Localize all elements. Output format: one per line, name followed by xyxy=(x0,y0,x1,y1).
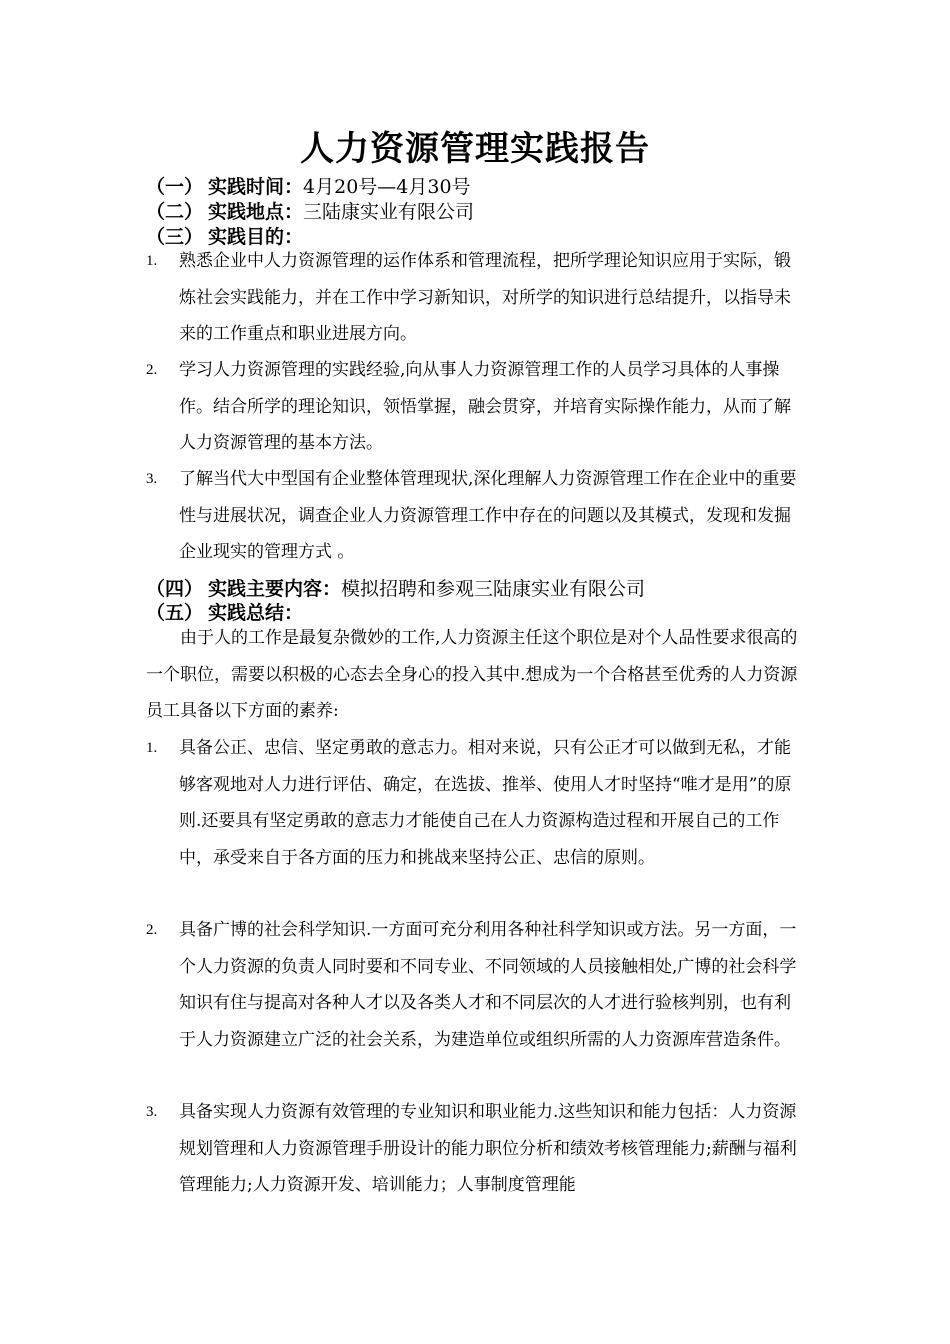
summary-intro: 由于人的工作是最复杂微妙的工作,人力资源主任这个职位是对个人品性要求很高的一个职位，需要以积极的心态去全身心的投入其中.想成为一个合格甚至优秀的人力资源员工具备以下方面的素养: xyxy=(146,628,798,721)
section-number: （五） xyxy=(146,602,204,624)
list-text: 学习人力资源管理的实践经验,向从事人力资源管理工作的人员学习具体的人事操作。结合所学的理论知识，领悟掌握，融会贯穿，并培育实际操作能力，从而了解人力资源管理的基本方法。 xyxy=(179,360,791,453)
purpose-item-2 xyxy=(146,352,806,462)
section-number: （三） xyxy=(146,226,204,248)
section-1-heading xyxy=(146,175,471,199)
section-4-heading xyxy=(146,577,645,601)
section-label: 实践地点： xyxy=(208,201,304,223)
section-number: （一） xyxy=(146,176,204,198)
list-number: 2. xyxy=(146,922,158,938)
purpose-item-1 xyxy=(146,243,806,353)
list-text: 具备实现人力资源有效管理的专业知识和职业能力.这些知识和能力包括：人力资源规划管理和人力资源管理手册设计的能力职位分析和绩效考核管理能力;薪酬与福利管理能力;人力资源开发、培训能力；人事制度管理能 xyxy=(179,1102,797,1195)
list-text: 熟悉企业中人力资源管理的运作体系和管理流程，把所学理论知识应用于实际，锻炼社会实践能力，并在工作中学习新知识，对所学的知识进行总结提升，以指导未来的工作重点和职业进展方向。 xyxy=(179,251,791,344)
list-text: 了解当代大中型国有企业整体管理现状,深化理解人力资源管理工作在企业中的重要性与进展状况，调查企业人力资源管理工作中存在的问题以及其模式，发现和发掘企业现实的管理方式 。 xyxy=(179,469,797,562)
section-value: 4月20号—4月30号 xyxy=(303,176,471,198)
section-number: （二） xyxy=(146,201,204,223)
section-label: 实践总结： xyxy=(208,602,304,624)
section-value: 模拟招聘和参观三陆康实业有限公司 xyxy=(341,578,646,600)
list-text: 具备公正、忠信、坚定勇敢的意志力。相对来说，只有公正才可以做到无私，才能够客观地对人力进行评估、确定，在选拔、推举、使用人才时坚持“唯才是用”的原则.还要具有坚定勇敢的意志力才能使自己在人力资源构造过程和开展自己的工作中，承受来自于各方面的压力和挑战来坚持公正、忠信的原则。 xyxy=(179,738,792,868)
section-label: 实践时间： xyxy=(208,176,304,198)
quality-item-2 xyxy=(146,912,806,1058)
list-text: 具备广博的社会科学知识.一方面可充分利用各种社科学知识或方法。另一方面，一个人力资源的负责人同时要和不同专业、不同领域的人员接触相处,广博的社会科学知识有住与提高对各种人才以及各类人才和不同层次的人才进行验核判别，也有利于人力资源建立广泛的社会关系，为建造单位或组织所需的人力资源库营造条件。 xyxy=(179,920,797,1050)
purpose-item-3 xyxy=(146,461,806,571)
list-number: 1. xyxy=(146,740,158,756)
list-number: 3. xyxy=(146,1104,158,1120)
list-number: 3. xyxy=(146,471,158,487)
section-number: （四） xyxy=(146,578,204,600)
section-label: 实践目的： xyxy=(208,226,304,248)
quality-item-3 xyxy=(146,1094,806,1204)
list-number: 2. xyxy=(146,362,158,378)
section-value: 三陆康实业有限公司 xyxy=(303,201,475,223)
list-number: 1. xyxy=(146,253,158,269)
document-title: 人力资源管理实践报告 xyxy=(300,129,650,169)
section-2-heading xyxy=(146,200,474,224)
quality-item-1 xyxy=(146,730,806,876)
section-label: 实践主要内容： xyxy=(208,578,342,600)
